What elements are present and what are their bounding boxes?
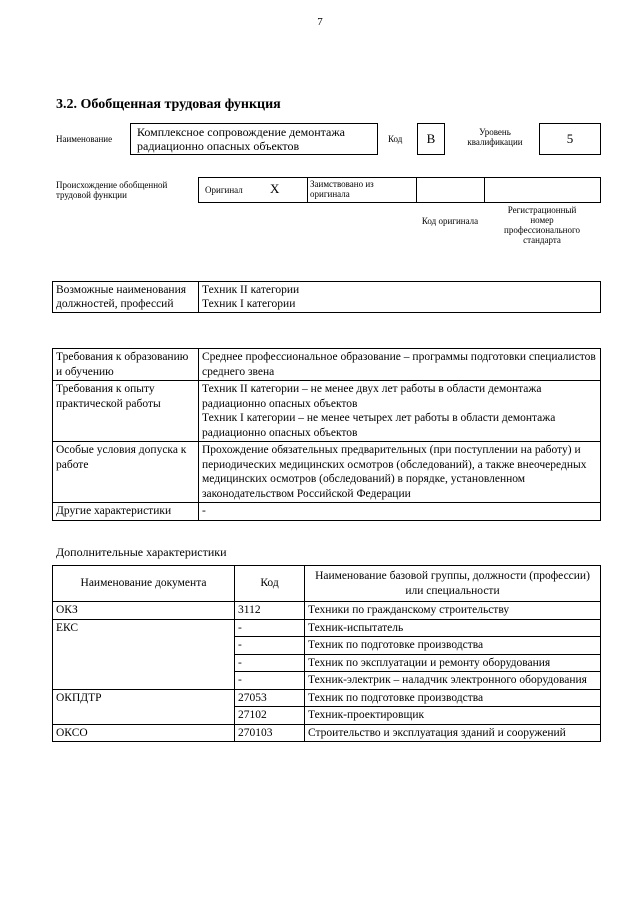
table-row	[53, 724, 601, 742]
code-cell: -	[235, 619, 305, 637]
name-value: Комплексное сопровождение демонтажа радиационно опасных объектов	[130, 123, 378, 155]
requirement-value: -	[199, 503, 601, 521]
table-row	[53, 689, 601, 707]
original-label: Оригинал	[205, 185, 243, 195]
requirement-value: Среднее профессиональное образование – программы подготовки специалистов среднего звена	[199, 349, 601, 381]
requirement-label: Особые условия допуска к работе	[53, 442, 199, 503]
additional-header-cell: Наименование базовой группы, должности (профессии) или специальности	[305, 566, 601, 602]
code-cell: 270103	[235, 724, 305, 742]
table-row	[53, 619, 601, 637]
requirement-row	[53, 381, 601, 442]
name-cell: Техник-проектировщик	[305, 707, 601, 725]
doc-cell: ОКЗ	[53, 602, 235, 620]
origin-divider-2	[416, 177, 417, 203]
requirements-table	[52, 348, 601, 521]
doc-cell: ЕКС	[53, 619, 235, 689]
requirement-row	[53, 442, 601, 503]
positions-label: Возможные наименования должностей, профессий	[53, 282, 199, 313]
name-label: Наименование	[56, 134, 113, 144]
code-cell: 27102	[235, 707, 305, 725]
positions-value: Техник II категории Техник I категории	[199, 282, 601, 313]
name-cell: Техник по подготовке производства	[305, 689, 601, 707]
code-original-caption: Код оригинала	[421, 216, 479, 226]
code-cell: 3112	[235, 602, 305, 620]
additional-title: Дополнительные характеристики	[56, 545, 227, 559]
code-cell: -	[235, 637, 305, 655]
name-cell: Строительство и эксплуатация зданий и сооружений	[305, 724, 601, 742]
requirement-row	[53, 503, 601, 521]
origin-label: Происхождение обобщенной трудовой функции	[56, 180, 168, 200]
doc-cell: ОКСО	[53, 724, 235, 742]
code-cell: -	[235, 672, 305, 690]
requirement-row	[53, 349, 601, 381]
code-value: B	[417, 123, 445, 155]
table-row	[53, 602, 601, 620]
name-cell: Техник-электрик – наладчик электронного оборудования	[305, 672, 601, 690]
original-mark: X	[270, 181, 280, 196]
name-cell: Техники по гражданскому строительству	[305, 602, 601, 620]
borrowed-label: Заимствовано из оригинала	[310, 179, 374, 199]
additional-header-cell: Код	[235, 566, 305, 602]
origin-divider-3	[484, 177, 485, 203]
positions-table	[52, 281, 601, 313]
origin-divider-1	[307, 177, 308, 203]
name-cell: Техник по подготовке производства	[305, 637, 601, 655]
additional-table	[52, 565, 601, 742]
doc-cell: ОКПДТР	[53, 689, 235, 724]
requirement-label: Требования к опыту практической работы	[53, 381, 199, 442]
code-cell: -	[235, 654, 305, 672]
additional-header-row	[53, 566, 601, 602]
name-cell: Техник-испытатель	[305, 619, 601, 637]
additional-header-cell: Наименование документа	[53, 566, 235, 602]
name-cell: Техник по эксплуатации и ремонту оборудования	[305, 654, 601, 672]
level-label: Уровень квалификации	[467, 127, 523, 147]
reg-number-caption: Регистрационный номер профессионального стандарта	[504, 205, 580, 245]
code-label: Код	[388, 134, 403, 144]
code-cell: 27053	[235, 689, 305, 707]
requirement-label: Требования к образованию и обучению	[53, 349, 199, 381]
level-value: 5	[539, 123, 601, 155]
section-title: 3.2. Обобщенная трудовая функция	[56, 97, 281, 112]
page-number: 7	[317, 16, 323, 28]
requirement-value: Прохождение обязательных предварительных (при поступлении на работу) и периодических медицинских осмотров (обследований), а также внеочередных медицинских осмотров (обследований) в порядке, установленном законодательством Российской Федерации	[199, 442, 601, 503]
requirement-label: Другие характеристики	[53, 503, 199, 521]
requirement-value: Техник II категории – не менее двух лет работы в области демонтажа радиационно опасных объектов Техник I категории – не менее четырех лет работы в области демонтажа радиационно опасных объектов	[199, 381, 601, 442]
